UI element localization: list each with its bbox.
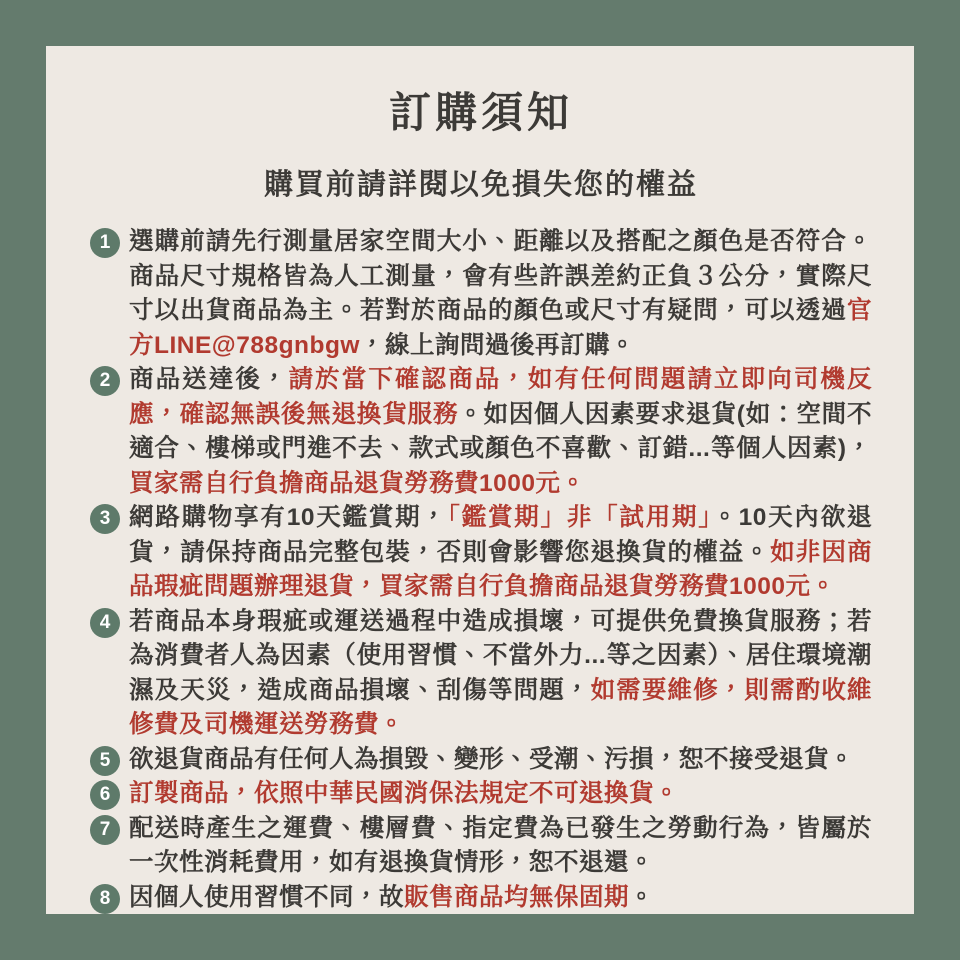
notice-text-segment: 網路購物享有10天鑑賞期， <box>129 504 448 531</box>
notice-item <box>90 743 872 778</box>
notice-text-segment: 欲退貨商品有任何人為損毀、變形、受潮、污損，恕不接受退貨。 <box>129 745 854 773</box>
notice-text-segment: 官方LINE@788gnbgw <box>129 297 872 359</box>
notice-text-segment: 販售商品均無保固期 <box>404 883 629 911</box>
notice-item <box>90 812 872 881</box>
notice-text <box>129 605 872 743</box>
notice-text <box>129 363 872 501</box>
notice-text-segment: 。10天內欲退貨，請保持商品完整包裝，否則會影響您退換貨的權益。 <box>129 504 872 566</box>
notice-panel <box>46 46 914 914</box>
item-number-badge: 2 <box>90 366 120 396</box>
notice-text <box>129 501 872 605</box>
notice-item <box>90 777 872 812</box>
notice-text-segment: 如非因商品瑕疵問題辦理退貨，買家需自行負擔商品退貨勞務費1000元。 <box>129 538 873 600</box>
item-number-badge: 6 <box>90 780 120 810</box>
notice-item <box>90 363 872 501</box>
notice-text-segment: 請於當下確認商品，如有任何問題請立即向司機反應，確認無誤後無退換貨服務 <box>129 366 873 428</box>
page-subtitle: 購買前請詳閱以免損失您的權益 <box>263 169 698 201</box>
item-number-badge: 1 <box>90 228 120 258</box>
notice-text <box>129 881 872 916</box>
item-number-badge: 8 <box>90 884 120 914</box>
item-number-badge: 3 <box>90 504 120 534</box>
notice-text-segment: 訂製商品，依照中華民國消保法規定不可退換貨。 <box>129 780 679 807</box>
notice-item <box>90 881 872 916</box>
page-title: 訂購須知 <box>388 89 573 136</box>
notice-text-segment: 如需要維修，則需酌收維修費及司機運送勞務費。 <box>129 676 873 738</box>
notice-text <box>129 743 872 778</box>
notice-text-segment: 商品送達後， <box>129 366 289 393</box>
notice-text-segment: 配送時產生之運費、樓層費、指定費為已發生之勞動行為，皆屬於一次性消耗費用，如有退換貨情形，恕不退還。 <box>129 814 872 876</box>
notice-text-segment: 選購前請先行測量居家空間大小、距離以及搭配之顏色是否符合。商品尺寸規格皆為人工測量，會有些許誤差約正負３公分，實際尺寸以出貨商品為主。若對於商品的顏色或尺寸有疑問，可以透過 <box>129 228 872 324</box>
item-number-badge: 5 <box>90 746 120 776</box>
notice-text <box>129 225 872 363</box>
notice-item <box>90 225 872 363</box>
item-number-badge: 7 <box>90 815 120 845</box>
notice-list <box>90 225 872 915</box>
notice-item <box>90 605 872 743</box>
notice-text-segment: 「鑑賞期」非「試用期」 <box>447 504 713 531</box>
notice-text-segment: 若商品本身瑕疵或運送過程中造成損壞，可提供免費換貨服務；若為消費者人為因素（使用習慣、不當外力...等之因素）、居住環境潮濕及天災，造成商品損壞、刮傷等問題， <box>129 607 872 704</box>
item-number-badge: 4 <box>90 608 120 638</box>
notice-text-segment: 買家需自行負擔商品退貨勞務費1000元。 <box>129 469 586 497</box>
notice-text-segment: 。如因個人因素要求退貨(如：空間不適合、樓梯或門進不去、款式或顏色不喜歡、訂錯...等個人因素)， <box>129 400 872 462</box>
notice-text-segment: 。 <box>629 883 654 911</box>
notice-text-segment: ，線上詢問過後再訂購。 <box>360 331 635 359</box>
notice-text <box>129 812 872 881</box>
notice-item <box>90 501 872 605</box>
notice-text <box>129 777 872 812</box>
notice-text-segment: 因個人使用習慣不同，故 <box>129 883 404 911</box>
